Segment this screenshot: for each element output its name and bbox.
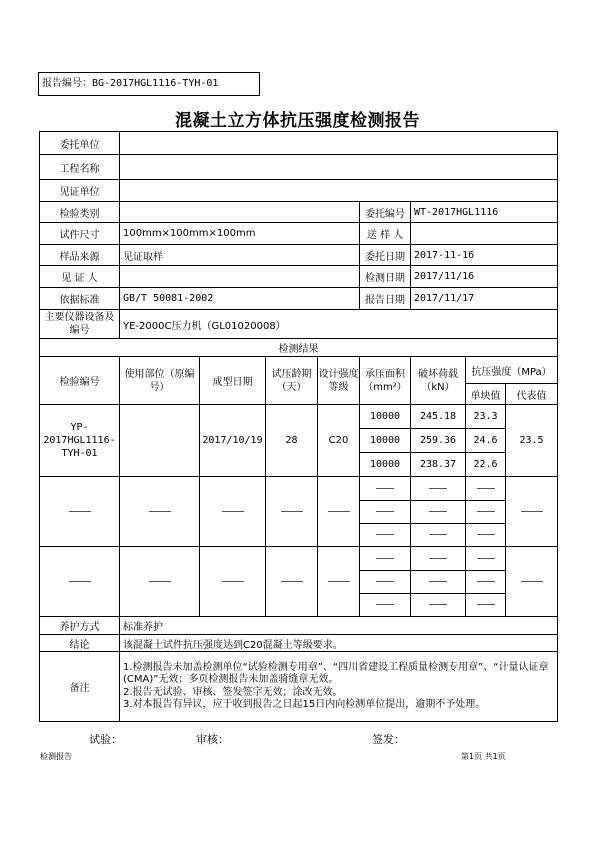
group1-age: 28 [266, 405, 318, 477]
group3-load-dash [411, 547, 466, 571]
signature-row [0, 731, 595, 747]
header-representative: 代表值 [506, 384, 558, 405]
remarks-label: 备注 [40, 652, 120, 722]
group1-area-1: 10000 [360, 405, 411, 429]
group2-grade-dash [318, 477, 360, 547]
report-date-value: 2017/11/17 [411, 288, 558, 310]
remark-1: 1.检测报告未加盖检测单位“试验检测专用章”、“四川省建设工程质量检测专用章”、“计量认证章(CMA)”无效；多页检测报告未加盖骑缝章无效。 [123, 661, 549, 685]
header-age: 试压龄期（天） [266, 357, 318, 405]
witness-value [120, 266, 360, 288]
commission-date-value: 2017-11-16 [411, 245, 558, 266]
group2-load-dash [411, 501, 466, 524]
group2-load-dash [411, 477, 466, 501]
group3-single-dash [466, 594, 506, 617]
group2-area-dash [360, 477, 411, 501]
header-single: 单块值 [466, 384, 506, 405]
header-strength: 抗压强度（MPa） [466, 357, 558, 384]
remarks-text [120, 652, 558, 722]
test-date-value: 2017/11/16 [411, 266, 558, 288]
group3-area-dash [360, 571, 411, 594]
group1-area-2: 10000 [360, 429, 411, 453]
group2-sample-no-dash [40, 477, 120, 547]
conclusion-label: 结论 [40, 635, 120, 652]
equipment-value: YE-2000C压力机（GL01020008） [120, 310, 558, 339]
test-category-label: 检验类别 [40, 202, 120, 223]
report-date-label: 报告日期 [360, 288, 411, 310]
group2-area-dash [360, 501, 411, 524]
footer-left: 检测报告 [40, 752, 72, 761]
group3-load-dash [411, 594, 466, 617]
header-area: 承压面积（mm²） [360, 357, 411, 405]
test-category-value [120, 202, 360, 223]
group2-load-dash [411, 524, 466, 547]
header-grade: 设计强度等级 [318, 357, 360, 405]
review-signature-label: 审核： [196, 733, 229, 746]
group2-age-dash [266, 477, 318, 547]
test-signature-label: 试验： [89, 733, 122, 746]
specimen-size-label: 试件尺寸 [40, 223, 120, 245]
group2-casting-date-dash [200, 477, 266, 547]
report-number-box [38, 72, 260, 96]
group2-single-dash [466, 477, 506, 501]
project-label: 工程名称 [40, 155, 120, 180]
equipment-label: 主要仪器设备及编号 [40, 310, 120, 339]
group1-sample-no: YP-2017HGL1116-TYH-01 [40, 405, 120, 477]
report-number-value: BG-2017HGL1116-TYH-01 [92, 78, 219, 89]
conclusion-value: 该混凝土试件抗压强度达到C20混凝土等级要求。 [120, 635, 558, 652]
sender-label: 送 样 人 [360, 223, 411, 245]
header-casting-date: 成型日期 [200, 357, 266, 405]
group1-load-2: 259.36 [411, 429, 466, 453]
remark-3: 3.对本报告有异议，应于收到报告之日起15日内向检测单位提出，逾期不予处理。 [123, 699, 486, 710]
group2-position-dash [120, 477, 200, 547]
group3-single-dash [466, 547, 506, 571]
witness-label: 见 证 人 [40, 266, 120, 288]
witness-unit-value [120, 180, 558, 202]
group1-load-1: 245.18 [411, 405, 466, 429]
group1-area-3: 10000 [360, 453, 411, 477]
group1-position [120, 405, 200, 477]
group3-load-dash [411, 571, 466, 594]
results-section-title: 检测结果 [40, 339, 558, 357]
project-value [120, 155, 558, 180]
group3-area-dash [360, 594, 411, 617]
remark-2: 2.报告无试验、审核、签发签字无效；涂改无效。 [123, 686, 343, 698]
client-label: 委托单位 [40, 132, 120, 155]
page-title: 混凝土立方体抗压强度检测报告 [175, 111, 420, 131]
header-sample-no: 检验编号 [40, 357, 120, 405]
standard-value: GB/T 50081-2002 [120, 288, 360, 310]
group3-area-dash [360, 547, 411, 571]
group3-casting-date-dash [200, 547, 266, 617]
commission-date-label: 委托日期 [360, 245, 411, 266]
sender-value [411, 223, 558, 245]
curing-value: 标准养护 [120, 617, 558, 635]
report-number-label: 报告编号： [42, 78, 92, 89]
group2-area-dash [360, 524, 411, 547]
group3-representative-dash [506, 547, 558, 617]
sample-source-label: 样品来源 [40, 245, 120, 266]
header-load: 破坏荷载（kN） [411, 357, 466, 405]
group1-grade: C20 [318, 405, 360, 477]
group3-age-dash [266, 547, 318, 617]
commission-no-value: WT-2017HGL1116 [411, 202, 558, 223]
group1-representative: 23.5 [506, 405, 558, 477]
issue-signature-label: 签发： [372, 733, 405, 746]
group1-load-3: 238.37 [411, 453, 466, 477]
test-date-label: 检测日期 [360, 266, 411, 288]
group3-grade-dash [318, 547, 360, 617]
group3-position-dash [120, 547, 200, 617]
footer-page-number: 第1页 共1页 [461, 752, 506, 761]
header-position: 使用部位（原编号） [120, 357, 200, 405]
standard-label: 依据标准 [40, 288, 120, 310]
witness-unit-label: 见证单位 [40, 180, 120, 202]
commission-no-label: 委托编号 [360, 202, 411, 223]
group3-sample-no-dash [40, 547, 120, 617]
curing-label: 养护方式 [40, 617, 120, 635]
group2-representative-dash [506, 477, 558, 547]
group2-single-dash [466, 501, 506, 524]
group2-single-dash [466, 524, 506, 547]
specimen-size-value: 100mm×100mm×100mm [120, 223, 360, 245]
group1-casting-date: 2017/10/19 [200, 405, 266, 477]
group3-single-dash [466, 571, 506, 594]
group1-single-1: 23.3 [466, 405, 506, 429]
report-table [39, 131, 558, 722]
client-value [120, 132, 558, 155]
sample-source-value: 见证取样 [120, 245, 360, 266]
group1-single-2: 24.6 [466, 429, 506, 453]
group1-single-3: 22.6 [466, 453, 506, 477]
